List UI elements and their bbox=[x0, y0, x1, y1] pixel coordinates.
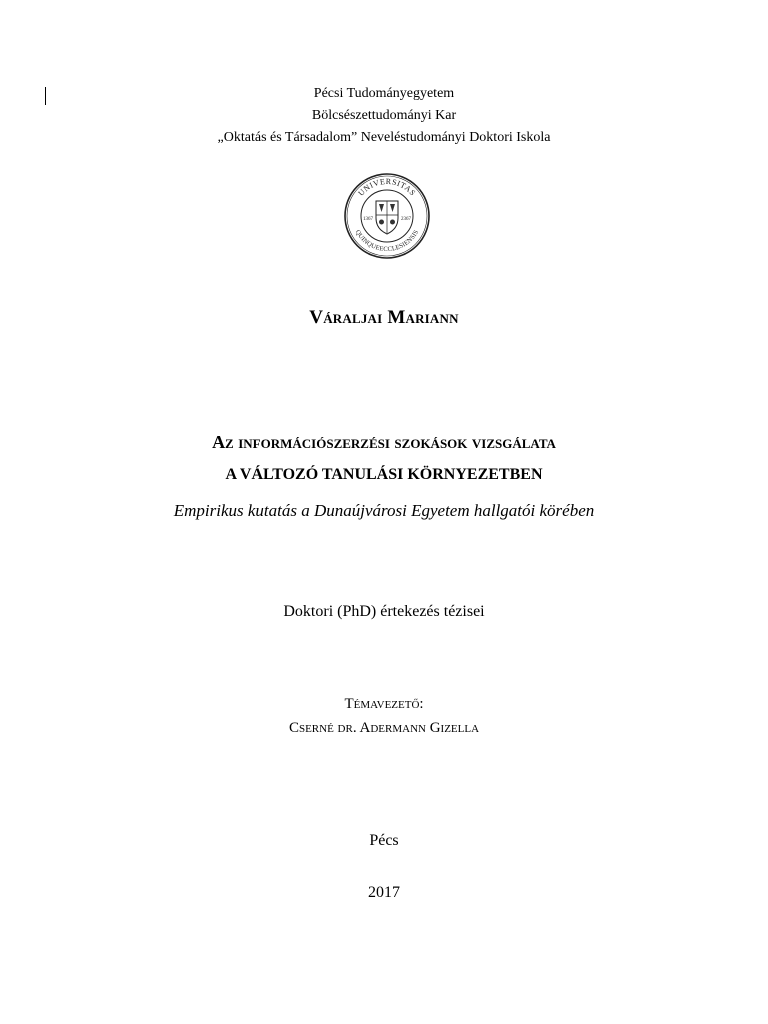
seal-top-text: UNIVERSITAS bbox=[356, 176, 418, 198]
faculty-name: Bölcsészettudományi Kar bbox=[311, 108, 457, 123]
supervisor-label: Témavezető: bbox=[344, 696, 424, 712]
university-name: Pécsi Tudományegyetem bbox=[313, 86, 455, 101]
place: Pécs bbox=[369, 832, 399, 849]
year: 2017 bbox=[368, 884, 400, 901]
seal-bottom-text: QUINQUEECCLESIENSIS bbox=[353, 228, 421, 254]
seal-year-left: 1367 bbox=[363, 217, 373, 222]
university-seal-icon bbox=[343, 172, 431, 260]
thesis-title-line2: A VÁLTOZÓ TANULÁSI KÖRNYEZETBEN bbox=[225, 466, 543, 483]
doctoral-school-name: „Oktatás és Társadalom” Neveléstudományi Doktori Iskola bbox=[217, 130, 551, 145]
thesis-subtitle: Empirikus kutatás a Dunaújvárosi Egyetem hallgatói körében bbox=[173, 501, 595, 520]
supervisor-name: Cserné dr. Adermann Gizella bbox=[288, 720, 480, 736]
author-name: Váraljai Mariann bbox=[309, 307, 459, 328]
degree-type: Doktori (PhD) értekezés tézisei bbox=[283, 603, 485, 620]
seal-year-right: 2367 bbox=[401, 217, 411, 222]
thesis-title-line1: Az információszerzési szokások vizsgálata bbox=[212, 432, 556, 452]
